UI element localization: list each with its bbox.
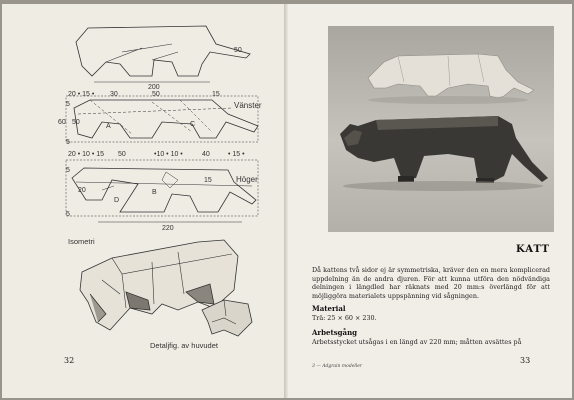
page-number-left: 32 <box>64 356 75 365</box>
cat-right-side-drawing <box>72 168 256 212</box>
footer-note: 3 — Adgrain modeller <box>312 364 363 369</box>
part-letter: B <box>152 189 157 196</box>
side-label-right: Höger <box>236 175 258 184</box>
right-page <box>288 4 572 398</box>
part-letter: D <box>114 197 120 204</box>
dim-label: 20 • 15 • <box>68 91 95 98</box>
dim-label: 5 <box>66 211 70 218</box>
work-text: Arbetsstycket utsågas i en längd av 220 mm; måtten avsättes på <box>312 338 522 346</box>
dim-label: 5 <box>66 139 70 146</box>
dim-label: 220 <box>162 225 174 232</box>
cat-left-side-drawing <box>74 100 258 138</box>
dim-label: 5 <box>66 167 70 174</box>
dim-label: 15 <box>204 177 212 184</box>
dim-label: 20 • 10 • 15 <box>68 151 105 158</box>
material-text: Trä: 25 × 60 × 230. <box>312 314 377 322</box>
work-heading: Arbetsgång <box>312 328 358 337</box>
part-letter: A <box>106 123 111 130</box>
part-letter: C <box>190 121 196 128</box>
left-page <box>2 4 287 398</box>
dim-label: 50 <box>72 119 80 126</box>
intro-paragraph: Då kattens två sidor ej är symmetriska, kräver den en mera komplicerad uppdelning än de andra djuren. För att kunna utföra den nödvändiga delningen i längdled har räknats med 20 mm:s överlängd för att möjliggöra materialets uppspänning vid sågningen. <box>312 266 550 300</box>
dim-label: •10 • 10 • <box>154 151 183 158</box>
dim-label: 40 <box>202 151 210 158</box>
dim-label: 30 <box>110 91 118 98</box>
cat-photograph <box>328 26 554 232</box>
technical-drawings <box>2 4 286 398</box>
isometric-caption: Isometri <box>68 237 95 246</box>
article-title: KATT <box>515 244 550 255</box>
dim-label: 50 <box>152 91 160 98</box>
dim-label: 15 <box>212 91 220 98</box>
cat-outline-drawing <box>76 26 250 76</box>
dim-label: 50 <box>118 151 126 158</box>
dim-label: 20 <box>78 187 86 194</box>
dim-label: 5 <box>66 101 70 108</box>
page-number-right: 33 <box>520 356 531 365</box>
material-heading: Material <box>312 304 346 313</box>
side-label-left: Vänster <box>234 101 262 110</box>
dim-label: • 15 • <box>228 151 245 158</box>
dim-label: 60 <box>58 119 66 126</box>
detail-caption: Detaljfig. av huvudet <box>150 341 218 350</box>
dim-label: 200 <box>148 84 160 91</box>
dim-label: 50 <box>234 47 242 54</box>
